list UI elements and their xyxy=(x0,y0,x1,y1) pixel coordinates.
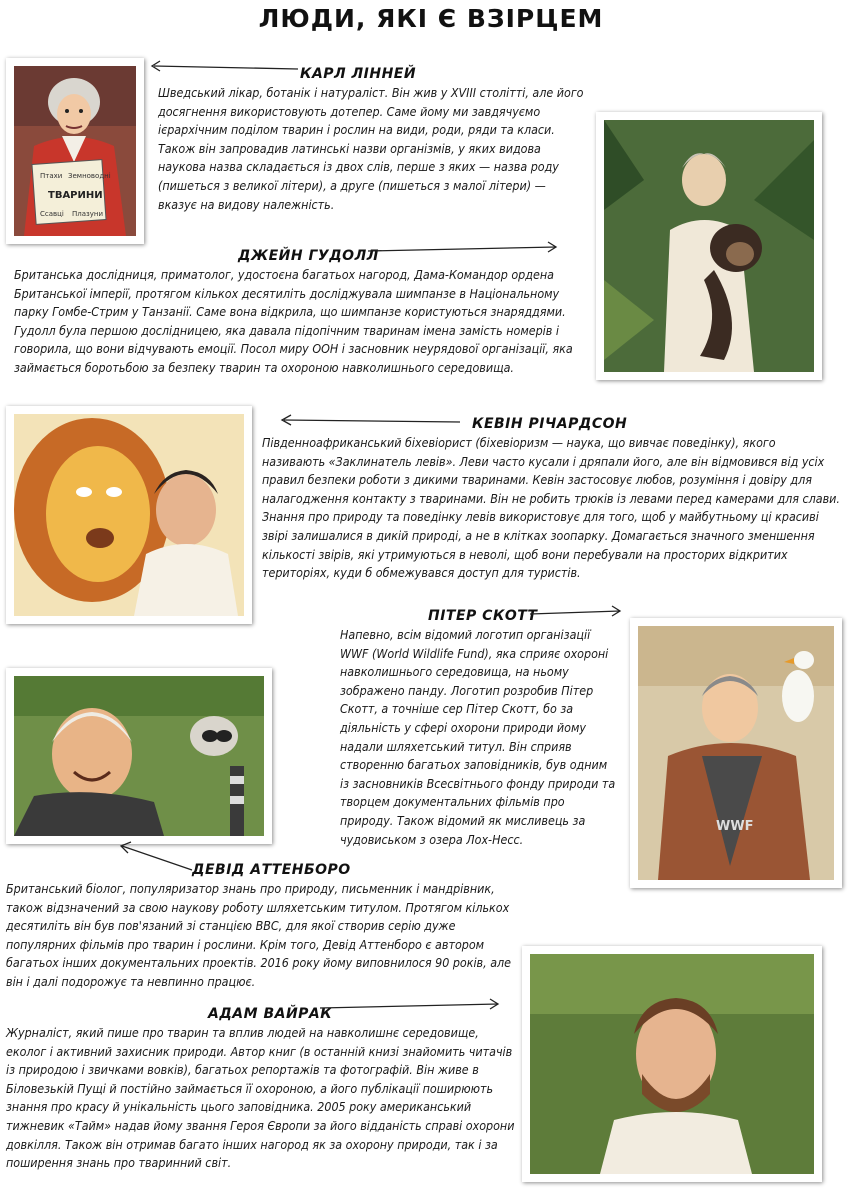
linnaeus-sign-label-amphibians: Земноводні xyxy=(68,172,111,180)
linnaeus-illustration xyxy=(14,66,136,236)
wajrak-illustration xyxy=(530,954,814,1174)
portrait-adam-wajrak xyxy=(522,946,822,1182)
linnaeus-sign-label-animals: ТВАРИНИ xyxy=(48,190,103,201)
portrait-jane-goodall xyxy=(596,112,822,380)
attenborough-illustration xyxy=(14,676,264,836)
scott-sweater-logo-text: WWF xyxy=(716,819,754,834)
name-kevin-richardson: КЕВІН РІЧАРДСОН xyxy=(472,416,628,432)
arrow-right-scott xyxy=(528,604,628,620)
bio-kevin-richardson: Південноафриканський біхевіорист (біхевіоризм — наука, що вивчає поведінку), якого називають «Заклинатель левів». Леви часто кусали і дряпали його, але він відмовився від усіх правил безпеки роботи з дикими тваринами. Кевін застосовує любов, розуміння і довіру для налагодження контакту з тваринами. Він не робить трюків із левами перед камерами для слави. Знання про природу та поведінку левів використовує для того, щоб у майбутньому ці красиві звірі залишалися в дикій природі, а не в клітках зоопарку. Домагається значного зменшення кількості звірів, які утримуються в неволі, щоб вони перебували на просторих відкритих територіях, куди б обмежувався доступ для туристів. xyxy=(262,435,840,581)
arrow-right-goodall xyxy=(366,240,562,256)
name-david-attenborough: ДЕВІД АТТЕНБОРО xyxy=(192,862,351,878)
name-peter-scott: ПІТЕР СКОТТ xyxy=(428,608,538,624)
linnaeus-sign-label-mammals: Ссавці xyxy=(40,210,64,218)
bio-adam-wajrak: Журналіст, який пише про тварин та вплив людей на навколишнє середовище, еколог і активний захисник природи. Автор книг (в останній книзі знайомить читачів із природою і звичками вовків), багатьох репортажів та фотографій. Він живе в Біловезькій Пущі й постійно займається її охороною, а його публікації поширюють знання про красу й унікальність цього заповідника. 2005 року американський тижневик «Тайм» надав йому звання Героя Європи за його відданість справі охорони довкілля. Також він отримав багато інших нагород як за охорону природи, так і за поширення знань про тваринний світ. xyxy=(6,1025,515,1171)
portrait-kevin-richardson xyxy=(6,406,252,624)
name-carl-linnaeus: КАРЛ ЛІННЕЙ xyxy=(300,66,417,82)
scott-illustration xyxy=(638,626,834,880)
portrait-david-attenborough xyxy=(6,668,272,844)
arrow-left-richardson xyxy=(278,412,462,428)
bio-peter-scott: Напевно, всім відомий логотип організації WWF (World Wildlife Fund), яка сприяє охороні навколишнього середовища, на ньому зображено панду. Логотип розробив Пітер Скотт, а точніше сер Пітер Скотт, бо за діяльність у сфері охорони природи йому надали шляхетський титул. Він сприяв створенню багатьох заповідників, був одним із засновників Всесвітнього фонду природи та творцем документальних фільмів про природу. Також відомий як мисливець за чудовиськом з озера Лох-Несс. xyxy=(340,627,616,847)
arrow-left-linnaeus xyxy=(148,58,300,74)
linnaeus-sign-label-birds: Птахи xyxy=(40,172,63,180)
portrait-carl-linnaeus xyxy=(6,58,144,244)
bio-carl-linnaeus: Шведський лікар, ботанік і натураліст. Він жив у XVIII столітті, але його досягнення використовують дотепер. Саме йому ми завдячуємо ієрархічним поділом тварин і рослин на види, роди, ряди та класи. Також він запровадив латинські назви організмів, у яких видова наукова назва складається із двох слів, перше з яких — назва роду (пишеться з великої літери), а друге (пишеться з малої літери) — вказує на видову належність. xyxy=(158,85,584,212)
goodall-illustration xyxy=(604,120,814,372)
arrow-left-attenborough xyxy=(116,840,194,874)
name-adam-wajrak: АДАМ ВАЙРАК xyxy=(208,1006,333,1022)
bio-jane-goodall: Британська дослідниця, приматолог, удостоєна багатьох нагород, Дама-Командор ордена Британської імперії, протягом кількох десятиліть досліджувала шимпанзе в Національному парку Гомбе-Стрим у Танзанії. Саме вона відкрила, що шимпанзе користуються знаряддями. Гудолл була першою дослідницею, яка давала підопічним тваринам імена замість номерів і говорила, що вони відчувають емоції. Посол миру ООН і засновник неурядової організації, яка займається боротьбою за безпеку тварин та охороною навколишнього середовища. xyxy=(14,267,573,375)
name-jane-goodall: ДЖЕЙН ГУДОЛЛ xyxy=(238,248,379,264)
bio-david-attenborough: Британський біолог, популяризатор знань про природу, письменник і мандрівник, також відзначений за свою наукову роботу шляхетським титулом. Протягом кількох десятиліть він був пов'язаний зі станцією BBC, для якої створив серію дуже популярних фільмів про тварин і рослини. Крім того, Девід Аттенборо є автором багатьох інших документальних проектів. 2016 року йому виповнилося 90 років, але він і далі подорожує та невпинно працює. xyxy=(6,881,512,989)
linnaeus-sign-label-reptiles: Плазуни xyxy=(72,210,104,218)
richardson-illustration xyxy=(14,414,244,616)
arrow-right-wajrak xyxy=(318,998,504,1014)
page-title: ЛЮДИ, ЯКІ Є ВЗІРЦЕМ xyxy=(258,4,604,33)
portrait-peter-scott xyxy=(630,618,842,888)
